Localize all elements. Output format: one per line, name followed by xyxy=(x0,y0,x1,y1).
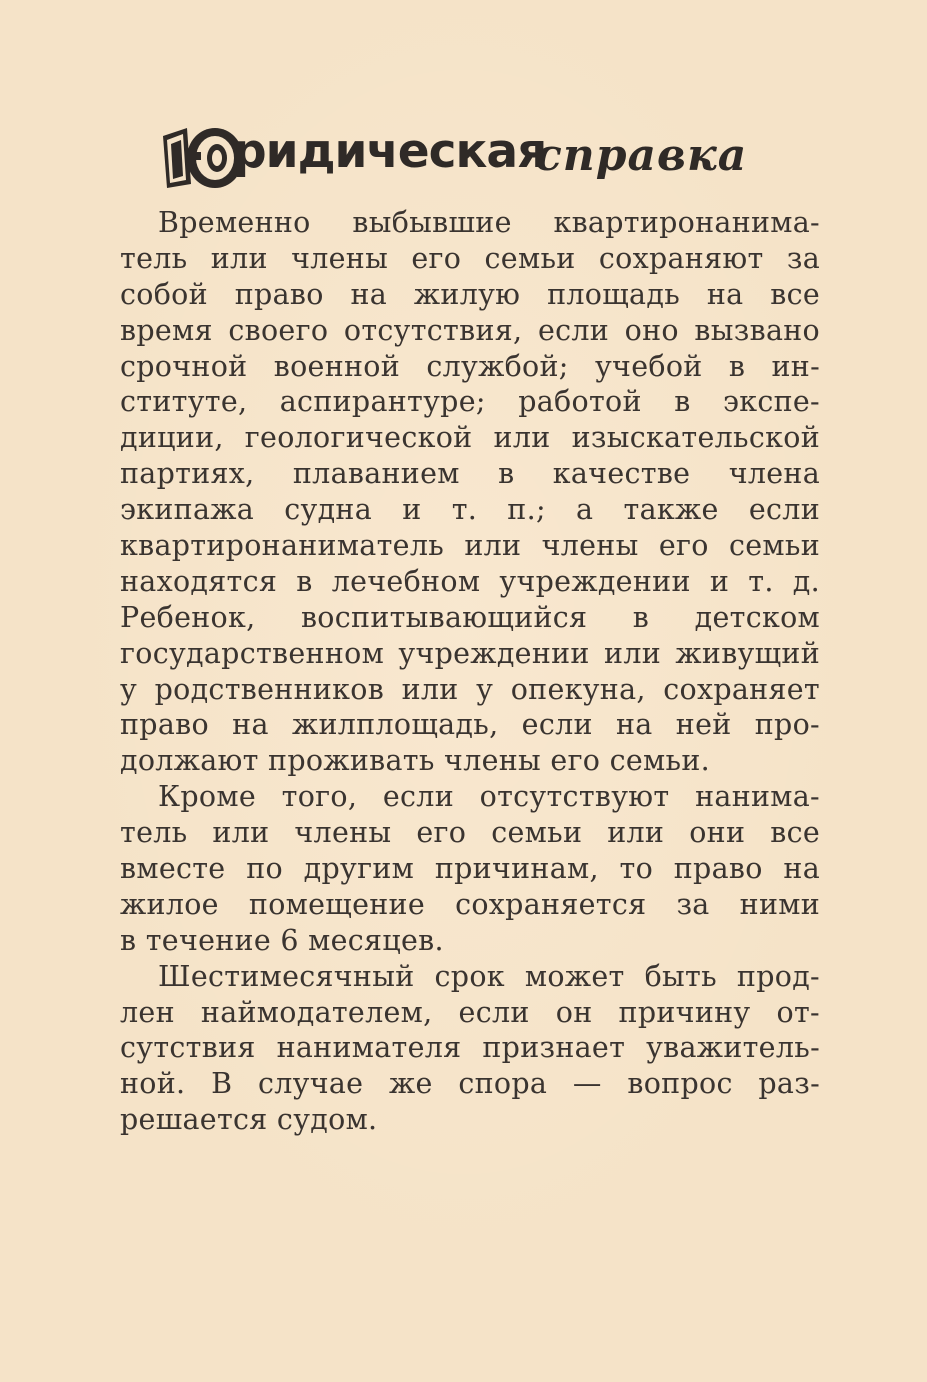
article-body xyxy=(120,205,820,1138)
text-line: сутствия нанимателя признает уважитель- xyxy=(120,1031,820,1065)
text-line: государственном учреждении или живущий xyxy=(120,636,820,670)
text-line: у родственников или у опекуна, сохраняет xyxy=(120,672,820,706)
text-line: лен наймодателем, если он причину от- xyxy=(120,995,820,1029)
text-line: срочной военной службой; учебой в ин- xyxy=(120,349,820,383)
text-line: ной. В случае же спора — вопрос раз- xyxy=(120,1067,820,1101)
text-line: Кроме того, если отсутствуют нанима- xyxy=(158,780,820,814)
heading-main-word: ридическая xyxy=(233,124,547,179)
text-line: диции, геологической или изыскательской xyxy=(120,421,820,455)
text-line: вместе по другим причинам, то право на xyxy=(120,852,820,886)
paragraph-2 xyxy=(120,779,820,958)
paragraph-1 xyxy=(120,205,820,779)
text-line: находятся в лечебном учреждении и т. д. xyxy=(120,564,820,598)
text-line: Шестимесячный срок может быть прод- xyxy=(158,959,820,993)
page-heading xyxy=(155,118,795,198)
text-line: право на жилплощадь, если на ней про- xyxy=(120,708,820,742)
text-line: тель или члены его семьи или они все xyxy=(120,816,820,850)
text-line: квартиронаниматель или члены его семьи xyxy=(120,529,820,563)
text-line: тель или члены его семьи сохраняют за xyxy=(120,241,820,275)
text-line: Временно выбывшие квартиронанима- xyxy=(158,206,820,239)
text-line: решается судом. xyxy=(120,1103,378,1137)
text-line: экипажа судна и т. п.; а также если xyxy=(120,493,820,527)
text-line: жилое помещение сохраняется за ними xyxy=(120,887,820,921)
text-line: в течение 6 месяцев. xyxy=(120,923,444,957)
text-line: партиях, плаванием в качестве члена xyxy=(120,457,820,491)
paragraph-3 xyxy=(120,959,820,1138)
text-line: ституте, аспирантуре; работой в экспе- xyxy=(120,385,820,419)
text-line: должают проживать члены его семьи. xyxy=(120,744,710,778)
heading-italic-word: справка xyxy=(535,130,748,181)
text-line: собой право на жилую площадь на все xyxy=(120,277,820,311)
text-line: Ребенок, воспитывающийся в детском xyxy=(120,600,820,634)
text-line: время своего отсутствия, если оно вызвано xyxy=(120,313,820,347)
